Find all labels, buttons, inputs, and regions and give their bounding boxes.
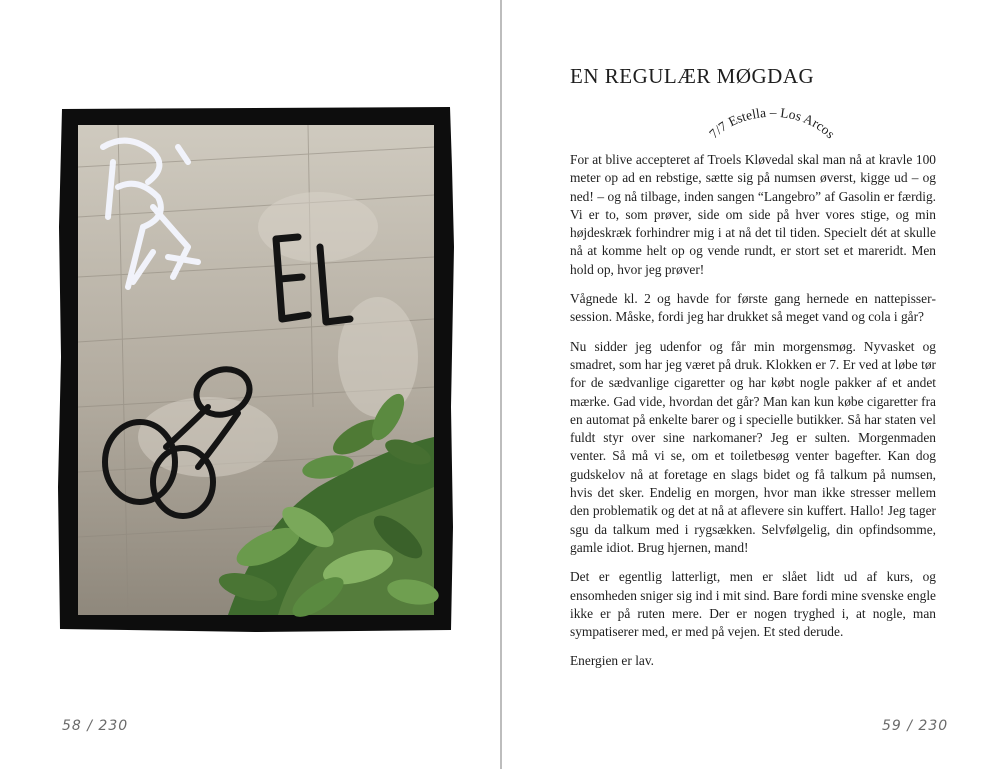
paragraph: Energien er lav. <box>570 653 655 669</box>
page-number-left: 58 / 230 <box>62 718 129 734</box>
paragraph: For at blive accepteret af Troels Kløvedal skal man nå at kravle 100 meter op ad en rebstige, sætte sig på numsen øverst, kigge ud – og ned! – og nå tilbage, inden sangen “Langebro” af Gasolin er færdig. Vi er to, som prøver, side om side på hver vores stige, og min højdeskræk forhindrer mig i at nå det til tiden. Specielt dét at skulle nå at komme helt op og vende rundt, er stort set et mareridt. Men hold op, hvor jeg prøver! <box>570 152 936 277</box>
paragraph: Det er egentlig latterligt, men er slået lidt ud af kurs, og ensomheden sniger sig ind i mit sind. Bare fordi mine svenske engle ikke er på ruten mere. Der er nogen tryghed i, at nogle, man sympatiserer med, er med på vejen. Et sted derude. <box>570 569 936 640</box>
page-number-right: 59 / 230 <box>882 718 949 734</box>
diary-body <box>570 151 936 682</box>
right-page <box>502 0 1003 769</box>
chapter-subtitle <box>706 105 838 142</box>
chapter-subtitle-arc <box>692 82 862 152</box>
chapter-subtitle-text: 7/7 Estella – Los Arcos <box>706 104 838 142</box>
paragraph: Nu sidder jeg udenfor og får min morgensmøg. Nyvasket og smadret, som har jeg været på druk. Klokken er 7. Er ved at løbe tør for de sædvanlige cigaretter og har købt nogle pakker af et andet mærke. Gad vide, hvordan det går? Man kan kun købe cigaretter fra en automat på enkelte barer og i specielle butikker. Så har staten vel fuldt styr over sine narkomaner? Jeg er sulten. Morgenmaden venter. Så må vi se, om et toiletbesøg venter bagefter. Kan dog gudskelov nå at foretage en slags bidet og få talkum på numsen, hvis det sker. Endelig en morgen, hvor man ikke stresser mellem den problematik og det at nå at aflevere sin kuffert. Hallo! Jeg tager sgu da talkum med i rygsækken. Selvfølgelig, din opfindsomme, gamle idiot. Brug hjernen, mand! <box>570 338 936 555</box>
paragraph: Vågnede kl. 2 og havde for første gang hernede en nattepissersession. Måske, fordi jeg har drukket så meget vand og cola i går? <box>570 291 936 325</box>
left-page <box>0 0 500 769</box>
graffiti-photo <box>58 107 454 632</box>
chapter-title: EN REGULÆR MØGDAG <box>570 64 815 88</box>
